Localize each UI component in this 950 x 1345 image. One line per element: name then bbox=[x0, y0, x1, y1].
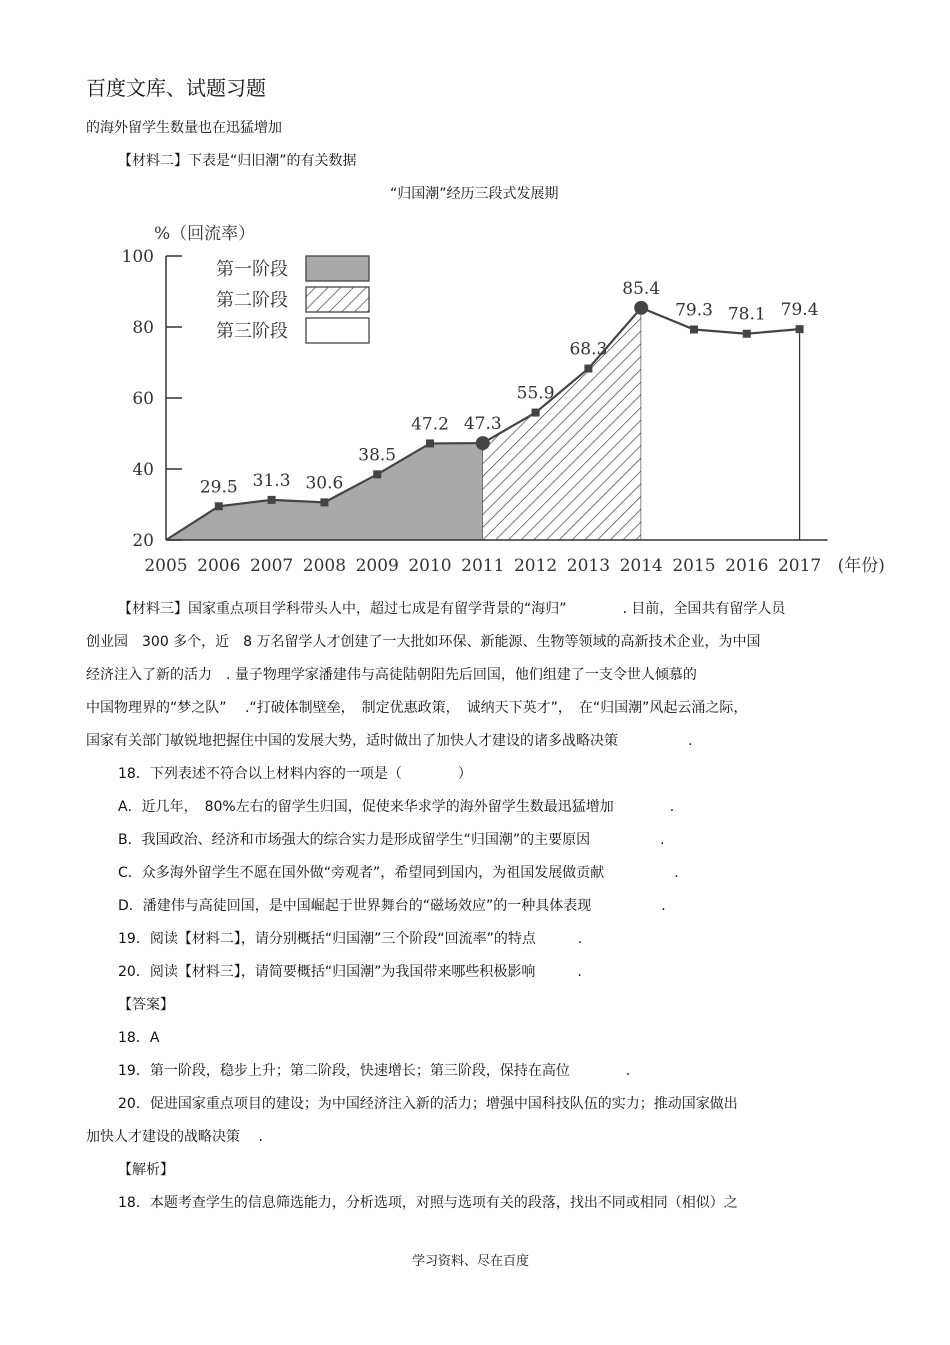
text-line: D．潘建伟与高徒回国，是中国崛起于世界舞台的“磁场效应”的一种具体表现 . bbox=[118, 898, 666, 914]
data-label: 47.3 bbox=[463, 414, 502, 435]
x-tick-label: 2007 bbox=[249, 556, 294, 576]
data-label: 79.3 bbox=[675, 300, 713, 321]
data-label: 68.3 bbox=[569, 339, 608, 360]
data-point bbox=[690, 325, 698, 333]
x-tick-label: 2006 bbox=[197, 556, 241, 576]
data-label: 38.5 bbox=[358, 445, 397, 466]
data-label: 31.3 bbox=[252, 470, 291, 491]
data-label: 85.4 bbox=[622, 278, 661, 299]
text-line: 经济注入了新的活力 . 量子物理学家潘建伟与高徒陆朝阳先后回国，他们组建了一支令世人倾慕的 bbox=[86, 667, 697, 683]
page-footer: 学习资料、尽在百度 bbox=[412, 1254, 530, 1269]
data-label: 47.2 bbox=[411, 414, 449, 435]
text-line: 19．第一阶段，稳步上升；第二阶段，快速增长；第三阶段，保持在高位 . bbox=[118, 1063, 631, 1079]
data-point bbox=[584, 365, 592, 373]
x-tick-label: 2009 bbox=[355, 556, 399, 576]
text-line: 19．阅读【材料二】，请分别概括“归国潮”三个阶段“回流率”的特点 . bbox=[118, 931, 583, 947]
x-tick-label: 2005 bbox=[144, 556, 188, 576]
x-tick-label: 2017 bbox=[777, 556, 822, 576]
text-line: 国家有关部门敏锐地把握住中国的发展大势，适时做出了加快人才建设的诸多战略决策 . bbox=[86, 733, 693, 749]
return-rate-chart bbox=[120, 215, 910, 585]
text-line: 加快人才建设的战略决策 . bbox=[86, 1129, 263, 1145]
text-line: B．我国政治、经济和市场强大的综合实力是形成留学生“归国潮”的主要原因 . bbox=[118, 832, 665, 848]
data-label: 79.4 bbox=[780, 300, 819, 321]
x-tick-label: 2015 bbox=[672, 556, 716, 576]
x-tick-label: 2014 bbox=[619, 556, 663, 576]
data-point bbox=[320, 498, 328, 506]
stage-area-2 bbox=[483, 308, 641, 540]
data-point bbox=[268, 496, 276, 504]
data-label: 30.6 bbox=[305, 473, 344, 494]
x-tick-label: 2013 bbox=[566, 556, 611, 576]
data-point bbox=[796, 325, 804, 333]
data-label: 55.9 bbox=[516, 383, 555, 404]
y-tick-label: 40 bbox=[132, 460, 154, 480]
intro-line: 的海外留学生数量也在迅猛增加 bbox=[86, 120, 282, 136]
data-label: 29.5 bbox=[199, 477, 238, 498]
text-line: 【解析】 bbox=[118, 1162, 174, 1178]
text-line: 创业园 300 多个，近 8 万名留学人才创建了一大批如环保、新能源、生物等领域的高新技术企业，为中国 bbox=[86, 634, 761, 650]
data-point bbox=[215, 502, 223, 510]
legend-swatch bbox=[306, 256, 369, 281]
data-point bbox=[743, 330, 751, 338]
data-point bbox=[373, 470, 381, 478]
stage-end-point bbox=[634, 301, 648, 315]
text-line: 【材料三】国家重点项目学科带头人中，超过七成是有留学背景的“海归” . 目前，全国共有留学人员 bbox=[118, 601, 786, 617]
data-label: 78.1 bbox=[727, 304, 766, 325]
y-axis-label: %（回流率） bbox=[154, 224, 256, 244]
text-line: C．众多海外留学生不愿在国外做“旁观者”，希望同到国内，为祖国发展做贡献 . bbox=[118, 865, 679, 881]
y-tick-label: 100 bbox=[121, 247, 154, 267]
y-tick-label: 20 bbox=[132, 531, 154, 551]
text-line: 18．A bbox=[118, 1030, 160, 1046]
text-line: 中国物理界的“梦之队” .“打破体制壁垒， 制定优惠政策， 诚纳天下英才”， 在“归国潮”风起云涌之际， bbox=[86, 700, 748, 716]
data-point bbox=[426, 439, 434, 447]
x-axis-label: (年份) bbox=[837, 556, 885, 576]
x-tick-label: 2012 bbox=[513, 556, 558, 576]
text-line: 20．促进国家重点项目的建设；为中国经济注入新的活力；增强中国科技队伍的实力；推动国家做出 bbox=[118, 1096, 738, 1112]
legend-label: 第二阶段 bbox=[216, 290, 288, 311]
y-tick-label: 60 bbox=[132, 389, 154, 409]
data-point bbox=[532, 409, 540, 417]
legend-label: 第三阶段 bbox=[216, 321, 288, 342]
stage-end-point bbox=[476, 436, 490, 450]
y-tick-label: 80 bbox=[132, 318, 154, 338]
x-tick-label: 2008 bbox=[302, 556, 347, 576]
x-tick-label: 2011 bbox=[461, 556, 505, 576]
legend-swatch bbox=[306, 318, 369, 343]
text-line: A．近几年， 80%左右的留学生归国，促使来华求学的海外留学生数最迅猛增加 . bbox=[118, 799, 675, 815]
x-tick-label: 2010 bbox=[408, 556, 452, 576]
stage-area-3 bbox=[641, 308, 799, 540]
x-tick-label: 2016 bbox=[725, 556, 769, 576]
text-line: 18．本题考查学生的信息筛选能力，分析选项，对照与选项有关的段落，找出不同或相同（相似）之 bbox=[118, 1195, 738, 1211]
legend-swatch bbox=[306, 287, 369, 312]
text-line: 【答案】 bbox=[118, 997, 174, 1013]
text-line: 20．阅读【材料三】，请简要概括“归国潮”为我国带来哪些积极影响 . bbox=[118, 964, 582, 980]
material-two-intro: 【材料二】下表是“归旧潮”的有关数据 bbox=[118, 153, 357, 169]
page-header: 百度文库、试题习题 bbox=[86, 76, 266, 100]
text-line: 18．下列表述不符合以上材料内容的一项是（ ） bbox=[118, 766, 472, 782]
legend-label: 第一阶段 bbox=[216, 259, 288, 280]
chart-caption: “归国潮”经历三段式发展期 bbox=[390, 186, 559, 202]
